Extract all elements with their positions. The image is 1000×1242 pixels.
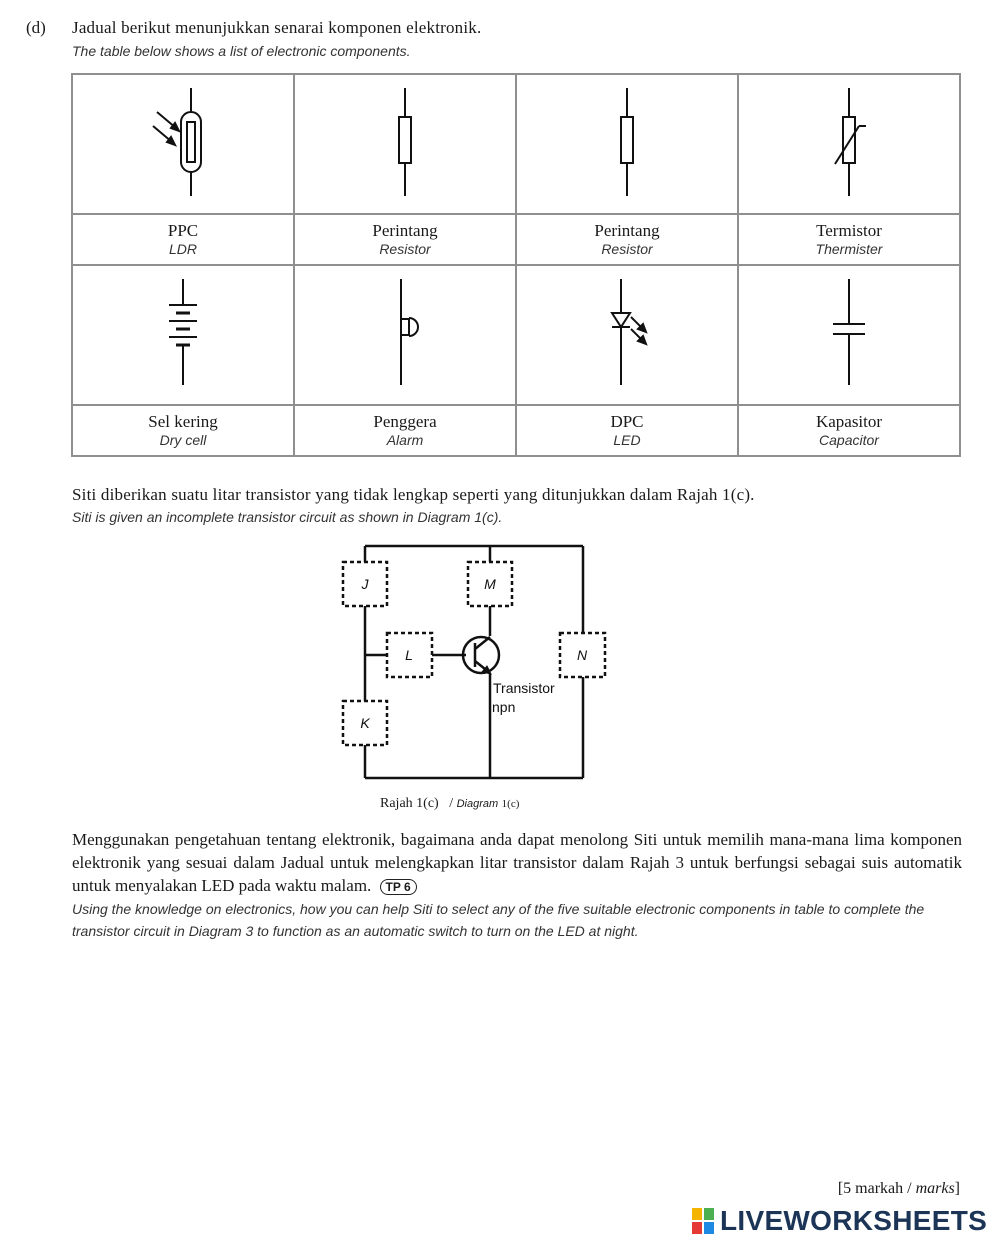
paragraph2-malay	[72, 828, 962, 897]
component-name-malay: Perintang	[594, 221, 660, 240]
marks-label	[838, 1180, 960, 1198]
liveworksheets-logo-icon	[690, 1206, 716, 1236]
ldr-icon	[143, 82, 223, 202]
component-name-malay: Kapasitor	[815, 412, 883, 431]
slot-l-label: L	[405, 647, 413, 663]
caption-separator: /	[449, 796, 454, 811]
component-name-english: Capacitor	[819, 432, 879, 448]
component-name-malay: DPC	[610, 412, 644, 431]
component-symbol-cell	[738, 74, 960, 214]
component-name-english: LED	[613, 432, 641, 448]
component-symbol-cell	[738, 265, 960, 405]
paragraph1-english: Siti is given an incomplete transistor circuit as shown in Diagram 1(c).	[72, 509, 503, 525]
transistor-label: Transistor	[493, 680, 555, 696]
npn-transistor-icon	[463, 637, 499, 674]
component-name-malay: Sel kering	[148, 412, 218, 431]
marks-malay: [5 markah /	[837, 1180, 912, 1197]
component-label-cell	[294, 214, 516, 265]
component-symbol-cell	[72, 265, 294, 405]
component-name-english: Resistor	[379, 241, 431, 257]
component-name-english: Resistor	[601, 241, 653, 257]
component-name-english: Alarm	[386, 432, 424, 448]
component-table	[71, 73, 961, 457]
component-name-english: Thermister	[815, 241, 883, 257]
question-label: (d)	[26, 18, 46, 37]
component-name-malay: Penggera	[373, 412, 437, 431]
marks-close: ]	[954, 1180, 960, 1197]
thermistor-icon	[809, 82, 889, 202]
component-label-cell	[738, 405, 960, 456]
caption-malay: Rajah 1(c)	[380, 796, 439, 811]
component-symbol-cell	[72, 74, 294, 214]
component-symbol-cell	[516, 74, 738, 214]
resistor-icon	[365, 82, 445, 202]
slot-k-label: K	[360, 715, 370, 731]
diagram-caption	[380, 796, 519, 812]
resistor-icon	[587, 82, 667, 202]
capacitor-icon	[809, 273, 889, 393]
paragraph2-malay-text: Menggunakan pengetahuan tentang elektronik, bagaimana anda dapat menolong Siti untuk memilih mana-mana lima komponen elektronik yang sesuai dalam Jadual untuk melengkapkan litar transistor dalam Rajah 3 untuk berfungsi sebagai suis automatik untuk menyalakan LED pada waktu malam.	[72, 830, 962, 895]
component-label-cell	[72, 405, 294, 456]
component-label-cell	[72, 214, 294, 265]
paragraph1-malay: Siti diberikan suatu litar transistor yang tidak lengkap seperti yang ditunjukkan dalam Rajah 1(c).	[72, 485, 755, 504]
alarm-icon	[365, 273, 445, 393]
component-name-english: Dry cell	[159, 432, 207, 448]
component-name-english: LDR	[168, 241, 197, 257]
caption-english: Diagram	[456, 798, 499, 810]
component-label-cell	[516, 214, 738, 265]
component-symbol-cell	[294, 265, 516, 405]
liveworksheets-logo-text: LIVEWORKSHEETS	[720, 1205, 988, 1236]
marks-english: marks	[915, 1180, 955, 1197]
tp-level-badge: TP 6	[380, 879, 417, 895]
component-symbol-cell	[516, 265, 738, 405]
intro-text-malay: Jadual berikut menunjukkan senarai komponen elektronik.	[72, 18, 482, 37]
slot-n-label: N	[576, 647, 588, 663]
component-label-cell	[738, 214, 960, 265]
component-label-cell	[516, 405, 738, 456]
liveworksheets-logo	[690, 1204, 990, 1238]
component-symbol-cell	[294, 74, 516, 214]
transistor-type-label: npn	[492, 699, 516, 715]
intro-text-english: The table below shows a list of electronic components.	[72, 43, 411, 59]
dry-cell-icon	[143, 273, 223, 393]
slot-j-label: J	[361, 576, 369, 592]
led-icon	[587, 273, 667, 393]
component-name-malay: Termistor	[816, 221, 882, 240]
paragraph2-english: Using the knowledge on electronics, how you can help Siti to select any of the five suitable electronic components in table to complete the transistor circuit in Diagram 3 to function as an automatic switch to turn on the LED at night.	[72, 901, 925, 939]
transistor-circuit-diagram	[320, 540, 620, 790]
slot-m-label: M	[484, 576, 496, 592]
component-label-cell	[294, 405, 516, 456]
caption-english-number: 1(c)	[501, 798, 520, 810]
component-name-malay: Perintang	[372, 221, 438, 240]
component-name-malay: PPC	[167, 221, 199, 240]
